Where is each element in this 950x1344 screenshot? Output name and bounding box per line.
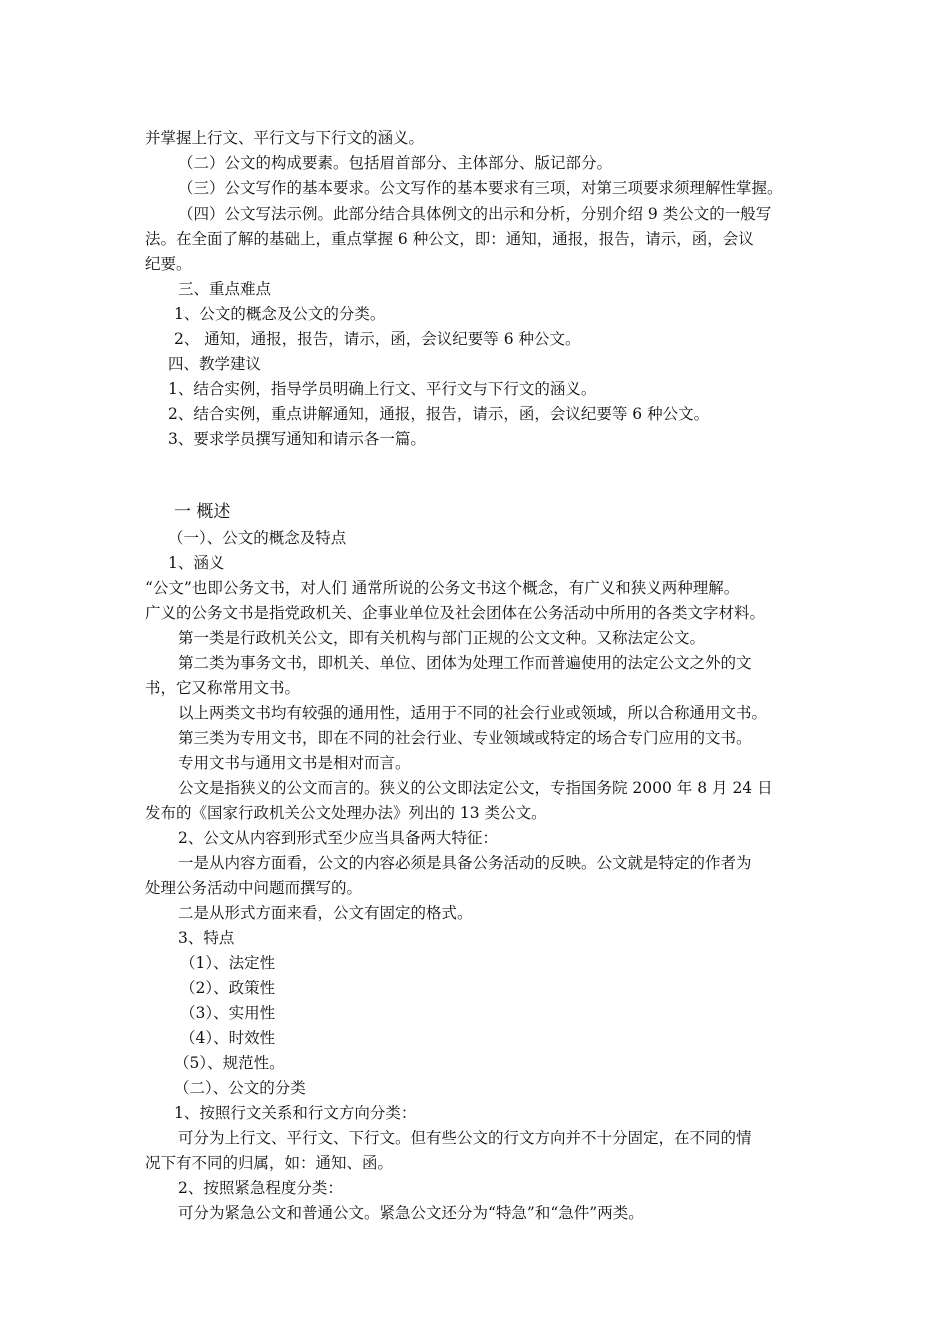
subsection-heading: 2、按照紧急程度分类： <box>178 1179 343 1197</box>
section-heading: 四、教学建议 <box>168 355 262 373</box>
list-item: 2、结合实例，重点讲解通知，通报，报告，请示，函，会议纪要等 6 种公文。 <box>168 405 710 423</box>
paragraph-line: 纪要。 <box>145 255 192 273</box>
paragraph-line: 况下有不同的归属，如：通知、函。 <box>145 1154 394 1172</box>
paragraph-line: 第一类是行政机关公文，即有关机构与部门正规的公文文种。又称法定公文。 <box>178 629 706 647</box>
list-item: （2）、政策性 <box>180 979 276 997</box>
section-heading: （一）、公文的概念及特点 <box>168 529 347 547</box>
paragraph-line: 并掌握上行文、平行文与下行文的涵义。 <box>145 129 425 147</box>
paragraph-line: 广义的公务文书是指党政机关、企事业单位及社会团体在公务活动中所用的各类文字材料。 <box>145 604 766 622</box>
paragraph-line: “公文”也即公务文书，对人们 通常所说的公务文书这个概念，有广义和狭义两种理解。 <box>145 579 740 597</box>
paragraph-line: （二）公文的构成要素。包括眉首部分、主体部分、版记部分。 <box>178 154 613 172</box>
paragraph-line: 公文是指狭义的公文而言的。狭义的公文即法定公文，专指国务院 2000 年 8 月 24 日 <box>178 779 773 797</box>
list-item: 1、结合实例，指导学员明确上行文、平行文与下行文的涵义。 <box>168 380 597 398</box>
section-heading: 三、重点难点 <box>178 280 272 298</box>
paragraph-line: 二是从形式方面来看，公文有固定的格式。 <box>178 904 473 922</box>
paragraph-line: 书，它又称常用文书。 <box>145 679 301 697</box>
paragraph-line: 一是从内容方面看，公文的内容必须是具备公务活动的反映。公文就是特定的作者为 <box>178 854 752 872</box>
list-item: 1、公文的概念及公文的分类。 <box>174 305 386 323</box>
subsection-heading: 1、按照行文关系和行文方向分类： <box>174 1104 417 1122</box>
paragraph-line: 第二类为事务文书，即机关、单位、团体为处理工作而普遍使用的法定公文之外的文 <box>178 654 752 672</box>
paragraph-line: 专用文书与通用文书是相对而言。 <box>178 754 411 772</box>
paragraph-line: （三）公文写作的基本要求。公文写作的基本要求有三项，对第三项要求须理解性掌握。 <box>178 179 783 197</box>
list-item: 3、要求学员撰写通知和请示各一篇。 <box>168 430 426 448</box>
paragraph-line: 可分为上行文、平行文、下行文。但有些公文的行文方向并不十分固定，在不同的情 <box>178 1129 752 1147</box>
list-item: （5）、规范性。 <box>174 1054 285 1072</box>
paragraph-line: （四）公文写法示例。此部分结合具体例文的出示和分析，分别介绍 9 类公文的一般写 <box>178 205 772 223</box>
subsection-heading: 2、公文从内容到形式至少应当具备两大特征： <box>178 829 498 847</box>
paragraph-line: 第三类为专用文书，即在不同的社会行业、专业领域或特定的场合专门应用的文书。 <box>178 729 752 747</box>
list-item: （3）、实用性 <box>180 1004 276 1022</box>
section-heading: （二）、公文的分类 <box>174 1079 306 1097</box>
chapter-heading: 一 概述 <box>174 502 231 522</box>
paragraph-line: 以上两类文书均有较强的通用性，适用于不同的社会行业或领域，所以合称通用文书。 <box>178 704 768 722</box>
list-item: （4）、时效性 <box>180 1029 276 1047</box>
paragraph-line: 发布的《国家行政机关公文处理办法》列出的 13 类公文。 <box>145 804 547 822</box>
list-item: 2、 通知，通报，报告，请示，函，会议纪要等 6 种公文。 <box>174 330 581 348</box>
paragraph-line: 可分为紧急公文和普通公文。紧急公文还分为“特急”和“急件”两类。 <box>178 1204 644 1222</box>
list-item: （1）、法定性 <box>180 954 276 972</box>
subsection-heading: 3、特点 <box>178 929 235 947</box>
subsection-heading: 1、涵义 <box>168 554 225 572</box>
paragraph-line: 处理公务活动中问题而撰写的。 <box>145 879 363 897</box>
paragraph-line: 法。在全面了解的基础上，重点掌握 6 种公文，即：通知，通报，报告，请示，函，会议 <box>145 230 754 248</box>
